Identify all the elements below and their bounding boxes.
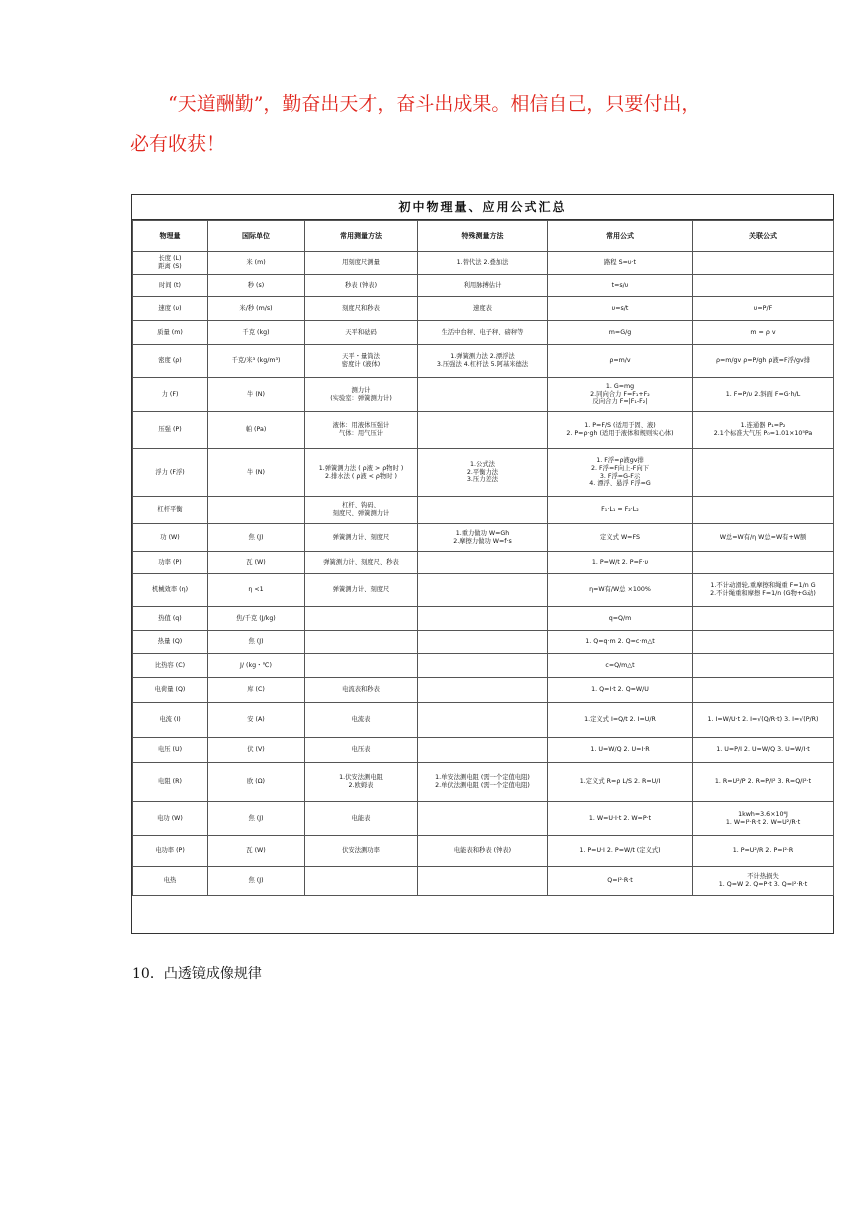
table-row: [133, 607, 834, 631]
table-cell: 焦 (J): [208, 802, 305, 836]
table-row: [133, 378, 834, 412]
table-cell: 1. U=P/I 2. U=W/Q 3. U=W/I·t: [693, 738, 834, 763]
section-heading: 10．凸透镜成像规律: [132, 966, 262, 982]
table-cell: 1. P=U²/R 2. P=I²·R: [693, 836, 834, 867]
table-cell: 1. F浮=ρ液gv排 2. F浮=F向上-F向下 3. F浮=G-F示 4. 漂浮、悬浮 F浮=G: [548, 449, 693, 497]
table-cell: 杠杆平衡: [133, 497, 208, 524]
header-cell: 特殊测量方法: [418, 221, 548, 252]
table-cell: 1. F=P/υ 2.斜面 F=G·h/L: [693, 378, 834, 412]
table-cell: 瓦 (W): [208, 552, 305, 574]
table-cell: 米 (m): [208, 252, 305, 275]
table-cell: [305, 607, 418, 631]
table-cell: 电功 (W): [133, 802, 208, 836]
table-cell: [418, 867, 548, 896]
table-row: [133, 412, 834, 449]
table-cell: η=W有/W总 ×100%: [548, 574, 693, 607]
table-cell: 焦/千克 (J/kg): [208, 607, 305, 631]
table-row: [133, 449, 834, 497]
table-cell: 电压表: [305, 738, 418, 763]
table-cell: η <1: [208, 574, 305, 607]
table-row: [133, 552, 834, 574]
table-cell: 电阻 (R): [133, 763, 208, 802]
table-cell: 浮力 (F浮): [133, 449, 208, 497]
table-cell: 时间 (t): [133, 275, 208, 297]
table-cell: 欧 (Ω): [208, 763, 305, 802]
table-cell: 利用脉搏估计: [418, 275, 548, 297]
table-cell: W总=W有/η W总=W有+W额: [693, 524, 834, 552]
formula-table: [132, 220, 834, 896]
table-cell: 焦 (J): [208, 524, 305, 552]
table-cell: 1. P=U·I 2. P=W/t (定义式): [548, 836, 693, 867]
table-cell: 秒表 (钟表): [305, 275, 418, 297]
table-cell: 1.定义式 R=ρ L/S 2. R=U/I: [548, 763, 693, 802]
table-row: [133, 252, 834, 275]
table-cell: 电能表: [305, 802, 418, 836]
table-cell: 1.弹簧测力法 ( ρ液 > ρ物时 ) 2.排水法 ( ρ液 < ρ物时 ): [305, 449, 418, 497]
table-cell: 生活中台秤、电子秤、磅秤等: [418, 321, 548, 345]
table-cell: 1.替代法 2.叠加法: [418, 252, 548, 275]
table-cell: 千克 (kg): [208, 321, 305, 345]
motto-paragraph: [130, 84, 770, 164]
formula-table-image: [131, 194, 834, 934]
table-row: [133, 321, 834, 345]
table-cell: 电流表和秒表: [305, 678, 418, 703]
table-cell: [693, 678, 834, 703]
table-row: [133, 497, 834, 524]
table-cell: q=Q/m: [548, 607, 693, 631]
table-cell: [418, 654, 548, 678]
table-cell: 1.连通器 P₁=P₂ 2.1个标准大气压 P₀=1.01×10⁵Pa: [693, 412, 834, 449]
table-cell: 秒 (s): [208, 275, 305, 297]
table-cell: 1. I=W/U·t 2. I=√(Q/R·t) 3. I=√(P/R): [693, 703, 834, 738]
table-cell: 1. P=W/t 2. P=F·υ: [548, 552, 693, 574]
table-row: [133, 297, 834, 321]
table-row: [133, 763, 834, 802]
table-cell: 1.重力做功 W=Gh 2.摩擦力做功 W=f·s: [418, 524, 548, 552]
table-cell: [418, 703, 548, 738]
table-cell: [418, 802, 548, 836]
table-cell: 1.单安法测电阻 (需一个定值电阻) 2.单伏法测电阻 (需一个定值电阻): [418, 763, 548, 802]
header-cell: 物理量: [133, 221, 208, 252]
table-cell: υ=P/F: [693, 297, 834, 321]
table-cell: m = ρ v: [693, 321, 834, 345]
table-row: [133, 802, 834, 836]
table-cell: [693, 654, 834, 678]
table-cell: 速度表: [418, 297, 548, 321]
table-cell: [693, 449, 834, 497]
table-row: [133, 275, 834, 297]
table-cell: [305, 867, 418, 896]
table-cell: 不计热损失 1. Q=W 2. Q=P·t 3. Q=I²·R·t: [693, 867, 834, 896]
table-cell: 天平・量筒法 密度计 (液体): [305, 345, 418, 378]
table-head: [133, 221, 834, 252]
table-cell: 力 (F): [133, 378, 208, 412]
table-cell: 弹簧测力计、刻度尺、秒表: [305, 552, 418, 574]
table-cell: 1.公式法 2.平衡力法 3.压力差法: [418, 449, 548, 497]
table-cell: 刻度尺和秒表: [305, 297, 418, 321]
header-cell: 关联公式: [693, 221, 834, 252]
table-cell: 牛 (N): [208, 378, 305, 412]
table-cell: [693, 552, 834, 574]
table-row: [133, 836, 834, 867]
table-body: [133, 252, 834, 896]
table-cell: 伏安法测功率: [305, 836, 418, 867]
table-cell: Q=I²·R·t: [548, 867, 693, 896]
motto-line-2: 必有收获！: [130, 133, 226, 155]
table-cell: [693, 607, 834, 631]
table-cell: J/ (kg・℃): [208, 654, 305, 678]
table-cell: 电荷量 (Q): [133, 678, 208, 703]
table-row: [133, 631, 834, 654]
table-cell: [693, 252, 834, 275]
table-cell: 1kwh=3.6×10⁶J 1. W=I²·R·t 2. W=U²/R·t: [693, 802, 834, 836]
table-cell: 1.伏安法测电阻 2.欧姆表: [305, 763, 418, 802]
table-cell: 电流 (I): [133, 703, 208, 738]
table-cell: ρ=m/v: [548, 345, 693, 378]
table-cell: t=s/υ: [548, 275, 693, 297]
table-row: [133, 867, 834, 896]
table-cell: 电热: [133, 867, 208, 896]
table-cell: 测力计 (实验室：弹簧测力计): [305, 378, 418, 412]
header-cell: 常用公式: [548, 221, 693, 252]
table-cell: 帕 (Pa): [208, 412, 305, 449]
table-cell: 伏 (V): [208, 738, 305, 763]
table-cell: 1.弹簧测力法 2.漂浮法 3.压强法 4.杠杆法 5.阿基米德法: [418, 345, 548, 378]
table-title: 初中物理量、应用公式汇总: [132, 195, 833, 220]
table-cell: m=G/g: [548, 321, 693, 345]
table-cell: 功 (W): [133, 524, 208, 552]
table-cell: [693, 275, 834, 297]
table-cell: 1. R=U²/P 2. R=P/I² 3. R=Q/I²·t: [693, 763, 834, 802]
table-cell: 弹簧测力计、刻度尺: [305, 524, 418, 552]
table-cell: F₁·L₁ = F₂·L₂: [548, 497, 693, 524]
table-cell: 路程 S=υ·t: [548, 252, 693, 275]
table-cell: 定义式 W=FS: [548, 524, 693, 552]
table-cell: [418, 412, 548, 449]
table-cell: 1.不计动滑轮,重摩擦和绳重 F=1/n G 2.不计绳重和摩擦 F=1/n (G物+G动): [693, 574, 834, 607]
table-cell: 热值 (q): [133, 607, 208, 631]
table-cell: 液体：用液体压强计 气体：用气压计: [305, 412, 418, 449]
table-cell: 1. U=W/Q 2. U=I·R: [548, 738, 693, 763]
table-row: [133, 654, 834, 678]
table-cell: [693, 497, 834, 524]
table-cell: 功率 (P): [133, 552, 208, 574]
table-cell: 杠杆、钩码、 刻度尺、弹簧测力计: [305, 497, 418, 524]
table-cell: [418, 574, 548, 607]
table-cell: 天平和砝码: [305, 321, 418, 345]
table-cell: [418, 497, 548, 524]
table-cell: 压强 (P): [133, 412, 208, 449]
header-cell: 国际单位: [208, 221, 305, 252]
table-cell: 机械效率 (η): [133, 574, 208, 607]
table-cell: [418, 631, 548, 654]
table-cell: [418, 738, 548, 763]
table-cell: 1. W=U·I·t 2. W=P·t: [548, 802, 693, 836]
table-cell: 电压 (U): [133, 738, 208, 763]
table-cell: 瓦 (W): [208, 836, 305, 867]
table-cell: 电流表: [305, 703, 418, 738]
table-cell: 用刻度尺测量: [305, 252, 418, 275]
table-cell: 1.定义式 I=Q/t 2. I=U/R: [548, 703, 693, 738]
table-cell: 电能表和秒表 (钟表): [418, 836, 548, 867]
table-cell: 热量 (Q): [133, 631, 208, 654]
table-row: [133, 678, 834, 703]
table-row: [133, 574, 834, 607]
table-cell: 牛 (N): [208, 449, 305, 497]
table-cell: 库 (C): [208, 678, 305, 703]
table-cell: c=Q/m△t: [548, 654, 693, 678]
table-cell: 密度 (ρ): [133, 345, 208, 378]
table-cell: 比热容 (C): [133, 654, 208, 678]
table-cell: [418, 607, 548, 631]
table-cell: [418, 378, 548, 412]
table-row: [133, 524, 834, 552]
table-cell: 焦 (J): [208, 631, 305, 654]
table-cell: [208, 497, 305, 524]
table-cell: 1. P=F/S (适用于固、液) 2. P=ρ·gh (适用于液体和规则实心体): [548, 412, 693, 449]
header-cell: 常用测量方法: [305, 221, 418, 252]
table-cell: 质量 (m): [133, 321, 208, 345]
table-cell: 长度 (L) 距离 (S): [133, 252, 208, 275]
table-cell: 1. Q=q·m 2. Q=c·m△t: [548, 631, 693, 654]
table-cell: 米/秒 (m/s): [208, 297, 305, 321]
motto-line-1: “天道酬勤”，勤奋出天才，奋斗出成果。相信自己，只要付出，: [168, 93, 701, 115]
table-cell: 速度 (υ): [133, 297, 208, 321]
table-cell: 安 (A): [208, 703, 305, 738]
table-row: [133, 703, 834, 738]
table-cell: [418, 678, 548, 703]
table-cell: 电功率 (P): [133, 836, 208, 867]
table-cell: ρ=m/gv ρ=P/gh ρ液=F浮/gv排: [693, 345, 834, 378]
table-cell: 千克/米³ (kg/m³): [208, 345, 305, 378]
table-cell: [305, 654, 418, 678]
table-row: [133, 738, 834, 763]
header-row: [133, 221, 834, 252]
table-cell: 1. G=mg 2.同向合力 F=F₁+F₂ 反向合力 F=|F₁-F₂|: [548, 378, 693, 412]
table-cell: [418, 552, 548, 574]
table-cell: 焦 (J): [208, 867, 305, 896]
table-cell: υ=s/t: [548, 297, 693, 321]
table-row: [133, 345, 834, 378]
table-cell: [693, 631, 834, 654]
table-cell: 弹簧测力计、刻度尺: [305, 574, 418, 607]
table-cell: [305, 631, 418, 654]
table-cell: 1. Q=I·t 2. Q=W/U: [548, 678, 693, 703]
